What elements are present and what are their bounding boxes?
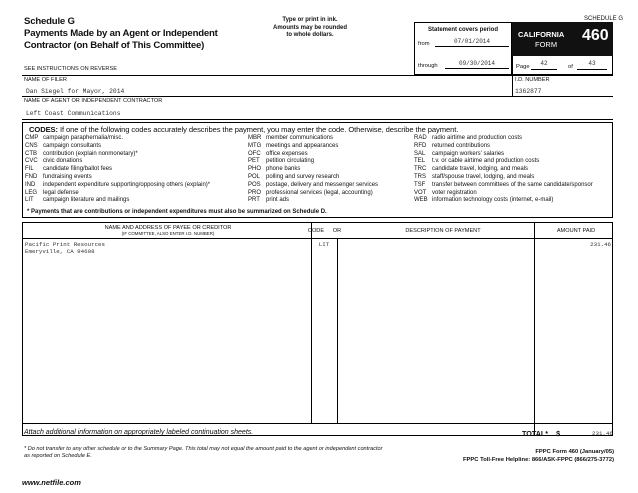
col-header-payee-line-1: NAME AND ADDRESS OF PAYEE OR CREDITOR (104, 225, 232, 231)
filer-name-label: NAME OF FILER (24, 77, 67, 83)
code-abbrev: VOT (414, 189, 427, 196)
code-entry (414, 182, 593, 189)
amount-field[interactable]: 231.46 (590, 241, 611, 248)
code-description: information technology costs (internet, e-mail) (432, 197, 554, 204)
code-description: returned contributions (432, 142, 491, 149)
code-abbrev: LIT (25, 197, 34, 204)
code-entry (25, 166, 112, 173)
code-abbrev: CTB (25, 150, 37, 157)
code-entry (248, 190, 373, 197)
code-description: campaign literature and mailings (43, 197, 130, 204)
code-abbrev: MTG (248, 142, 262, 149)
code-entry (414, 158, 539, 165)
page-label: Page (516, 64, 530, 70)
code-description: professional services (legal, accounting) (266, 189, 373, 196)
code-entry (414, 174, 534, 181)
code-description: petition circulating (266, 158, 315, 165)
through-date-field[interactable]: 09/30/2014 (445, 58, 509, 69)
code-entry (248, 158, 314, 165)
code-abbrev: LEG (25, 189, 38, 196)
total-label (522, 429, 560, 438)
code-entry (248, 143, 338, 150)
code-entry (25, 143, 101, 150)
code-abbrev: POS (248, 181, 261, 188)
col-header-payee-line-2: (IF COMMITTEE, ALSO ENTER I.D. NUMBER) (121, 231, 215, 236)
fppc-helpline: FPPC Toll-Free Helpline: 866/ASK-FPPC (866/275-3772) (463, 457, 614, 463)
california-form-badge (512, 22, 613, 56)
code-abbrev: PHO (248, 166, 262, 173)
code-entry (25, 190, 79, 197)
code-description: fundraising events (43, 174, 92, 180)
filer-name-field[interactable]: Dan Siegel for Mayor, 2014 (26, 88, 125, 95)
summary-note: * Payments that are contributions or independent expenditures must also be summarized on Schedule D. (27, 209, 327, 215)
codes-heading-text: If one of the following codes accurately describes the payment, you may enter the code. Otherwise, describe the payment. (59, 125, 459, 134)
code-entry (414, 135, 522, 142)
code-entry (25, 151, 138, 158)
code-abbrev: TSF (414, 181, 426, 188)
agent-name-field[interactable]: Left Coast Communications (26, 110, 121, 117)
code-abbrev: TRC (414, 166, 427, 173)
code-entry (248, 174, 339, 181)
code-entry (248, 166, 300, 173)
from-label: from (418, 41, 430, 47)
total-label-text: TOTAL* (522, 429, 549, 438)
of-label: of (568, 64, 573, 70)
payee-address-field[interactable]: Emeryville, CA 94608 (25, 248, 95, 255)
col-header-payee (23, 225, 313, 236)
code-description: transfer between committees of the same candidate/sponsor (432, 181, 593, 188)
payments-table (22, 222, 613, 436)
code-entry (248, 135, 333, 142)
code-description: legal defense (43, 189, 79, 196)
code-abbrev: POL (248, 174, 261, 180)
netfile-url[interactable]: www.netfile.com (22, 478, 81, 487)
agent-name-label: NAME OF AGENT OR INDEPENDENT CONTRACTOR (24, 98, 163, 104)
code-entry (248, 151, 308, 158)
from-date-field[interactable]: 07/01/2014 (435, 36, 509, 47)
code-abbrev: OFC (248, 150, 261, 157)
attach-note: Attach additional information on appropriately labeled continuation sheets. (24, 429, 254, 436)
code-entry (414, 197, 553, 204)
codes-heading-bold: CODES: (29, 125, 58, 134)
code-entry (25, 135, 123, 142)
code-entry (25, 174, 92, 181)
total-amount-field[interactable]: 231.46 (592, 430, 613, 437)
code-description: t.v. or cable airtime and production costs (432, 158, 540, 165)
title-line-1: Schedule G (24, 16, 75, 27)
code-abbrev: SAL (414, 150, 426, 157)
col-header-description: DESCRIPTION OF PAYMENT (405, 228, 481, 234)
code-description: office expenses (266, 150, 308, 157)
through-label: through (418, 63, 438, 69)
codes-legend (22, 122, 613, 218)
form-title (24, 16, 218, 52)
code-entry (414, 190, 477, 197)
code-entry (414, 166, 528, 173)
code-entry (25, 182, 210, 189)
code-abbrev: WEB (414, 197, 428, 204)
code-description: phone banks (266, 166, 301, 173)
transfer-note: * Do not transfer to any other schedule or to the Summary Page. This total may not equal the amount paid to the agent or independent contractor as reported on Schedule E. (24, 446, 383, 459)
code-description: independent expenditure supporting/opposing others (explain)* (43, 181, 211, 188)
code-abbrev: CVC (25, 158, 38, 165)
code-abbrev: CMP (25, 135, 39, 141)
title-line-2: Payments Made by an Agent or Independent (24, 28, 218, 39)
page-number-field[interactable]: 42 (531, 60, 557, 70)
code-description: print ads (266, 197, 290, 204)
form-number: 460 (582, 27, 609, 44)
code-abbrev: RFD (414, 142, 427, 149)
code-abbrev: FND (25, 174, 38, 180)
code-abbrev: TEL (414, 158, 426, 165)
code-description: campaign consultants (43, 142, 102, 149)
code-abbrev: PRO (248, 189, 262, 196)
code-entry (414, 143, 490, 150)
code-entry (25, 158, 82, 165)
code-entry (414, 151, 504, 158)
code-abbrev: IND (25, 181, 36, 188)
code-description: radio airtime and production costs (432, 135, 523, 141)
code-description: meetings and appearances (266, 142, 339, 149)
id-number-label: I.D. NUMBER (515, 77, 550, 83)
code-description: contribution (explain nonmonetary)* (43, 150, 138, 157)
code-description: campaign paraphernalia/misc. (43, 135, 124, 141)
type-note (250, 17, 370, 40)
schedule-label: SCHEDULE G (584, 16, 624, 22)
id-number-field[interactable]: 1362877 (515, 88, 542, 95)
code-description: postage, delivery and messenger services (266, 181, 379, 188)
type-note-line-2: Amounts may be rounded (272, 24, 347, 31)
codes-heading (29, 125, 458, 134)
code-description: civic donations (43, 158, 83, 165)
payee-name-field[interactable]: Pacific Print Resources (25, 241, 106, 248)
total-currency: $ (556, 429, 561, 438)
code-field[interactable]: LIT (318, 241, 330, 248)
code-description: polling and survey research (266, 174, 340, 180)
code-description: member communications (266, 135, 334, 141)
code-entry (25, 197, 129, 204)
code-abbrev: TRS (414, 174, 426, 180)
code-abbrev: MBR (248, 135, 262, 141)
col-header-code: CODE (307, 228, 325, 234)
code-abbrev: RAD (414, 135, 427, 141)
code-description: voter registration (432, 189, 477, 196)
col-header-or: OR (332, 228, 342, 234)
page-total-field[interactable]: 43 (577, 60, 607, 70)
fppc-info (420, 448, 614, 464)
code-description: candidate travel, lodging, and meals (432, 166, 529, 173)
code-abbrev: FIL (25, 166, 34, 173)
code-entry (248, 197, 289, 204)
fppc-form-version: FPPC Form 460 (January/05) (535, 449, 614, 455)
type-note-line-3: to whole dollars. (286, 32, 334, 38)
page-numbering (512, 56, 613, 75)
title-line-3: Contractor (on Behalf of This Committee) (24, 40, 205, 51)
type-note-line-1: Type or print in ink. (282, 17, 338, 23)
form-label: FORM (535, 40, 558, 49)
code-description: campaign workers' salaries (432, 150, 505, 157)
statement-period-box (414, 22, 512, 75)
code-description: staff/spouse travel, lodging, and meals (432, 174, 535, 180)
code-abbrev: CNS (25, 142, 38, 149)
code-abbrev: PRT (248, 197, 260, 204)
period-title: Statement covers period (427, 27, 499, 33)
instructions-note: SEE INSTRUCTIONS ON REVERSE (24, 66, 117, 72)
col-header-amount: AMOUNT PAID (556, 228, 596, 234)
code-abbrev: PET (248, 158, 260, 165)
code-entry (248, 182, 378, 189)
california-label: CALIFORNIA (518, 30, 565, 39)
code-description: candidate filing/ballot fees (43, 166, 113, 173)
